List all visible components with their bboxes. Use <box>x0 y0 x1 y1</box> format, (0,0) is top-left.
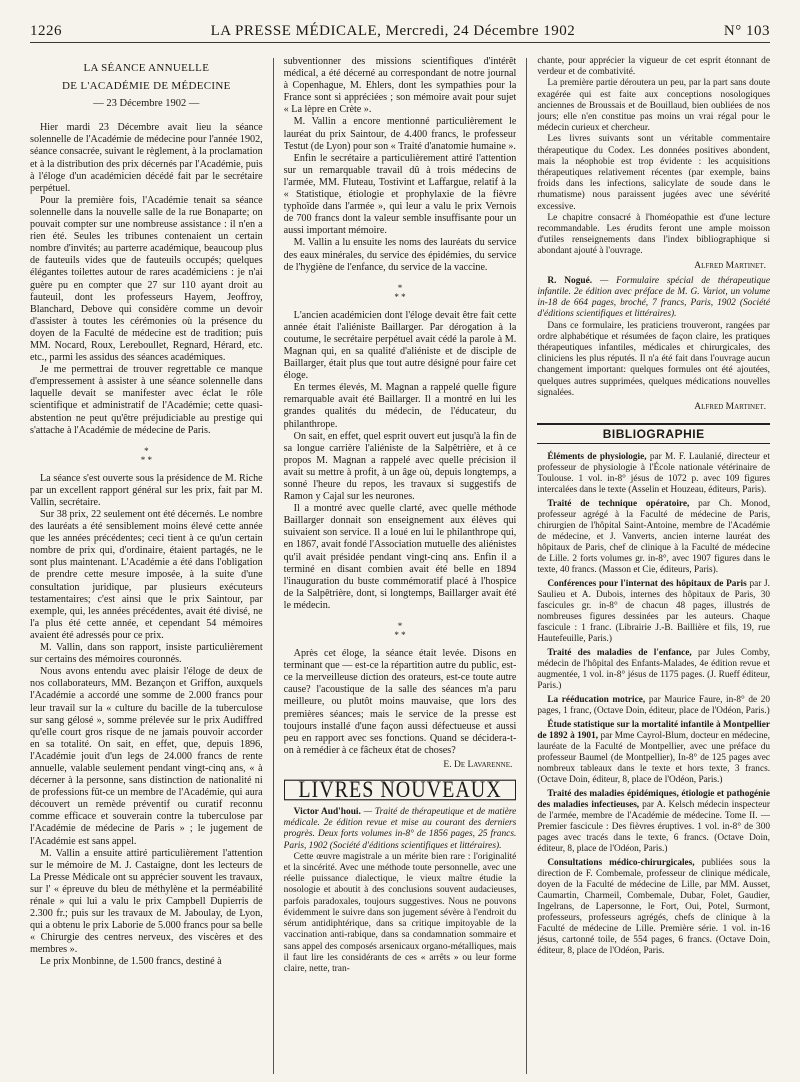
entry-text: par M. F. Laulanié, directeur et professeur de physiologie à l'École nationale vétérinaire de Toulouse. 1 vol. in-8° jésus de 1072 p. avec 109 figures intercalées dans le texte (Asselin et Houzeau, éditeurs, Paris). <box>537 452 771 496</box>
page-number: 1226 <box>30 23 62 39</box>
book-review-body: Cette œuvre magistrale a un mérite bien rare : l'originalité et la sincérité. Avec une méthode toute personnelle, avec une réelle puissance dialectique, le vieux maître étudie la nosologie et aboutit à des conclusions souvent audacieuses, parfois paradoxales, toujours suggestives. Nous ne pouvons évidemment le suivre dans son jugement sévère à l'endroit du sérum antidiphtérique, dans sa critique impitoyable de la vaccination anti-rabique, dans sa condamnation sommaire et sans appel des composés arsenicaux organo-métalliques, mais il faut lire les considérants de ces « arrêts » ou leur forme claire, nette, tran- <box>283 851 517 974</box>
columns <box>30 56 770 1074</box>
column-1 <box>30 56 263 1074</box>
paragraph: Je me permettrai de trouver regrettable ce manque d'empressement à assister à une séance solennelle dans laquelle devait se manifester avec éclat le rôle scientifique et administratif de l'Académie; cette quasi-abstention ne peut qu'être préjudiciable au prestige qui s'attache à l'Académie de médecine de Paris. <box>30 364 263 436</box>
paragraph: En termes élevés, M. Magnan a rappelé quelle figure remarquable avait été Baillarger. Il a montré en lui les grandes qualités du médecin, de l'éducateur, du philanthrope. <box>283 382 517 430</box>
bibliography-entry <box>537 789 770 855</box>
entry-title: La rééducation motrice, <box>547 695 646 706</box>
paragraph: M. Vallin, dans son rapport, insiste particulièrement sur certains des mémoires couronnés. <box>30 642 263 666</box>
paragraph: Enfin le secrétaire a particulièrement attiré l'attention sur un remarquable travail dû à trois médecins de l'armée, MM. Fluteau, Tostivint et Laffargue, relatif à la « Statistique, étiologie et prophylaxie de la fièvre typhoïde dans l'armée », qui leur a valu le prix Vernois de 700 francs dont la valeur semble insuffisante pour un aussi important mémoire. <box>283 152 517 237</box>
entry-title: Étude statistique sur la mortalité infantile à Montpellier de 1892 à 1901, <box>537 720 771 742</box>
article-title-line-1: LA SÉANCE ANNUELLE <box>83 62 210 74</box>
review-book-title: — Formulaire spécial de thérapeutique infantile. 2e édition avec préface de M. G. Variot, un volume in-18 de 664 pages, broché, 7 francs, Paris, 1902 (Société d'éditions scientifiques et littéraires). <box>537 275 771 320</box>
bibliography-entry <box>537 452 770 496</box>
book-review-heading <box>284 807 517 852</box>
entry-title: Traité des maladies épidémiques, étiologie et pathogénie des maladies infectieuses, <box>537 789 771 811</box>
entry-text: par Jules Comby, médecin de l'hôpital des Enfants-Malades, 4e édition revue et augmentée, 1 vol. in-8° jésus de 1175 pages. (J. Rueff éditeur, Paris.) <box>537 648 771 692</box>
bibliography-entry <box>537 695 770 717</box>
section-separator: * * * <box>394 621 406 641</box>
paragraph: Les livres suivants sont un véritable commentaire thérapeutique du Codex. Les données positives abondent, mais la néophobie est trop évidente : les acquisitions thérapeutiques relativement récentes (par exemple, bains froids dans les infections, salicylate de soude dans le rhumatisme) nous paraissent jugées avec une sévérité excessive. <box>537 134 771 212</box>
paragraph: chante, pour apprécier la vigueur de cet esprit étonnant de verdeur et de combativité. <box>537 56 771 78</box>
column-divider <box>526 58 527 1074</box>
review-book-title: — Traité de thérapeutique et de matière médicale. 2e édition revue et mise au courant des derniers progrès. Deux forts volumes in-8° de 1856 pages, 25 francs. Paris, 1902 (Société d'éditions scientifiques et littéraires). <box>283 807 517 851</box>
entry-text: par Maurice Faure, in-8° de 20 pages, 1 franc, (Octave Doin, éditeur, place de l'Odéon, Paris.) <box>537 695 771 717</box>
paragraph: Il a montré avec quelle clarté, avec quelle méthode Baillarger donnait son enseignement aux élèves qui suivaient son service. Il a loué en lui le philanthrope qui, en 1867, avait fondé l'Association mutuelle des aliénistes qu'il avait présidée pendant vingt-cinq ans. Enfin il a terminé en disant combien avait été belle en 1894 l'inauguration du buste commémoratif placé à l'hospice de la Salpêtrière, dont, si longtemps, Baillarger avait été le médecin. <box>283 503 517 611</box>
bibliography-entry <box>537 579 770 645</box>
section-title-bibliographie: BIBLIOGRAPHIE <box>537 423 770 444</box>
paragraph: Dans ce formulaire, les praticiens trouveront, rangées par ordre alphabétique et résumées de façon claire, les pratiques thérapeutiques infantiles, médicales et chirurgicales, des cliniciens les plus réputés. Il n'a été fait dans l'ouvrage aucun changement important: quelques formules ont été ajoutées, quelques autres supprimées, quelques médications nouvelles signalées. <box>537 320 771 398</box>
column-divider <box>273 58 274 1074</box>
paragraph: M. Vallin a lu ensuite les noms des lauréats du service des eaux minérales, du service des épidémies, du service de l'hygiène de l'enfance, du service de la vaccine. <box>283 237 517 273</box>
entry-title: Traité des maladies de l'enfance, <box>547 648 692 659</box>
newspaper-title: LA PRESSE MÉDICALE, Mercredi, 24 Décembre 1902 <box>210 23 576 39</box>
issue-number: N° 103 <box>723 23 770 39</box>
entry-title: Traité de technique opératoire, <box>547 499 690 510</box>
author-signature: E. De Lavarenne. <box>443 759 513 770</box>
bibliography-entry <box>537 648 770 692</box>
column-3 <box>537 56 770 1074</box>
entry-text: par Mme Cayrol-Blum, docteur en médecine, lauréate de la Faculté de Montpellier, avec une préface du professeur Baumel (de Montpellier), In-8° de 125 pages avec nombreux tableaux dans le texte et hors texte, 3 francs. (Octave Doin, éditeur, 8, place de l'Odéon, Paris.) <box>537 731 771 786</box>
bibliography-entry <box>537 858 770 957</box>
paragraph: M. Vallin a encore mentionné particulièrement le lauréat du prix Saintour, de 4.400 francs, le professeur Testut (de Lyon) pour son « Traité d'anatomie humaine ». <box>283 116 517 152</box>
paragraph: subventionner des missions scientifiques d'intérêt médical, a été décerné au correspondant de notre journal à Copenhague, M. Ehlers, dont les sympathies pour la France sont si appréciées ; son mémoire avait pour sujet « La lèpre en Crète ». <box>283 56 517 116</box>
bibliography-entry <box>537 499 770 576</box>
entry-title: Consultations médico-chirurgicales, <box>547 858 695 869</box>
article-date: — 23 Décembre 1902 — <box>93 98 200 110</box>
review-signature: Alfred Martinet. <box>694 401 767 412</box>
review-signature: Alfred Martinet. <box>694 260 767 271</box>
entry-text: par J. Saulieu et A. Dubois, internes des hôpitaux de Paris, 30 fascicules gr. in-8° de chacun 48 pages, illustrés de nombreuses figures dessinées par les auteurs. Chaque fascicule : 1 franc. (Librairie J.-B. Baillière et fils, 19, rue Hautefeuille, Paris.) <box>537 579 771 645</box>
entry-text: par Ch. Monod, professeur agrégé à la Faculté de médecine de Paris, chirurgien de l'hôpital Saint-Antoine, membre de l'Académie de médecine, et J. Vanverts, ancien interne lauréat des hôpitaux de Paris, chef de clinique à la Faculté de médecine de Lille. 2 forts volumes gr. in-8°, avec 1907 figures dans le texte, 40 francs. (Masson et Cie, éditeurs, Paris). <box>537 499 771 576</box>
section-title-livres-nouveaux: LIVRES NOUVEAUX <box>284 780 517 801</box>
paragraph: La première partie déroutera un peu, par la part sans doute exagérée qui est faite aux conceptions nosologiques anciennes de Broussais et de Bouillaud, bien oubliées de nos jours; elle n'en constitue pas moins un vrai régal pour le médecin curieux et chercheur. <box>537 78 771 134</box>
paragraph: La séance s'est ouverte sous la présidence de M. Riche par un excellent rapport général sur les prix, fait par M. Vallin, secrétaire. <box>30 472 263 508</box>
paragraph: On sait, en effet, quel esprit ouvert eut jusqu'à la fin de sa longue carrière l'aliéniste de la Salpêtrière, et à ce propos M. Magnan a rappelé avec quelle précision il avait su mettre à profit, à un âge où, depuis longtemps, a sonné l'heure du repos, les travaux si suggestifs de Ramon y Cajal sur les neurones. <box>283 430 517 503</box>
paragraph: Hier mardi 23 Décembre avait lieu la séance solennelle de l'Académie de médecine pour l'année 1902, séance consacrée, suivant le règlement, à la proclamation et à la distribution des prix décernés par l'Académie, puis à l'éloge d'un académicien décédé fait par le secrétaire perpétuel. <box>30 122 263 194</box>
entry-text: publiées sous la direction de F. Combemale, professeur de clinique médicale, doyen de la Faculté de médecine de Lille, par MM. Ausset, Caumartin, Charmeil, Combemale, Dubar, Folet, Gaudier, Ingelrans, de Lapersonne, le Fort, Oui, Potel, Surmont, professeurs, professeurs agrégés, chefs de clinique à la Faculté de médecine de Lille. Première série. 1 vol. in-16 jésus, cartonné toile, de 554 pages, 6 francs. (Octave Doin, éditeur, 8, place de l'Odéon, Paris. <box>537 858 771 957</box>
paragraph: L'ancien académicien dont l'éloge devait être fait cette année était l'aliéniste Baillarger. Par dérogation à la coutume, le secrétaire perpétuel avait cédé la parole à M. Magnan qui, en sa qualité d'aliéniste et de disciple de Baillarger, était plus que tout autre désigné pour faire cet éloge. <box>283 309 517 382</box>
section-separator: * * * <box>140 445 152 465</box>
review-author: Victor Aud'houi. <box>293 807 361 818</box>
paragraph: Le chapitre consacré à l'homéopathie est d'une lecture recommandable. Les érudits feront une ample moisson d'utiles renseignements dans l'index bibliographique si abondant ajouté à l'ouvrage. <box>537 212 771 257</box>
article-title-line-2: DE L'ACADÉMIE DE MÉDECINE <box>62 80 231 93</box>
paragraph: M. Vallin a ensuite attiré particulièrement l'attention sur le mémoire de M. J. Castaigne, dont les lecteurs de La Presse Médicale ont su apprécier souvent les travaux, sur l' « épreuve du bleu de méthylène et la perméabilité rénale » qui lui a valu le prix Campbell Dupierris de 2.300 fr.; puis sur les travaux de M. Jaboulay, de Lyon, qui a obtenu le prix Laborie de 5.000 francs pour sa belle « Chirurgie des centres nerveux, des viscères et des membres ». <box>30 847 263 956</box>
paragraph: Pour la première fois, l'Académie tenait sa séance solennelle dans la nouvelle salle de la rue Bonaparte; on pouvait compter sur une nombreuse assistance : il n'en a rien été. Seules les tribunes contenaient un certain nombre d'invités; au parterre académique, beaucoup plus de fauteuils vides que de fauteuils occupés; quelques élégantes toilettes autour de rares académiciens : je n'ai guère pu en compter que 27 sur 110 ayant droit au fauteuil, dont les professeurs Hayem, Jeoffroy, Blanchard, Debove qui considère comme un devoir d'assister à toutes les cérémonies où la présence du doyen de la Faculté de médecine est de tradition; puis MM. Nocard, Roux, Lereboullet, Regnard, Hérard, etc. etc., parmi les assidus des séances académiques. <box>30 194 263 364</box>
bibliography-entry <box>537 720 770 786</box>
paragraph: Sur 38 prix, 22 seulement ont été décernés. Le nombre des lauréats a été sensiblement moins élevé cette année que les années précédentes; ceci tient à ce qu'un certain nombre de prix qui, d'ordinaire, étaient partagés, ne le sont plus maintenant. L'Académie a été dans l'obligation de prendre cette mesure imposée, à la suite d'une consultation juridique, par plusieurs exécuteurs testamentaires; c'est ainsi que le prix Saintour, par exemple, qui, les années précédentes, avait été divisé, ne l'a plus été cette année, et cependant 54 mémoires avaient été adressés pour ce prix. <box>30 509 263 641</box>
section-separator: * * * <box>394 282 406 302</box>
review-author: R. Nogué. <box>547 275 593 286</box>
paragraph: Après cet éloge, la séance était levée. Disons en terminant que — est-ce la répartition autre du public, est-ce la merveilleuse diction des orateurs, est-ce toute autre cause? l'acoustique de la salle des séances m'a paru meilleure, ou plutôt moins mauvaise, que lors des premières séances; mais le service de la presse est toujours installé d'une façon aussi défectueuse et aussi peu en rapport avec ses fonctions. Quand se décidera-t-on à remédier à ce fâcheux état de choses? <box>283 648 517 756</box>
book-review-heading <box>537 276 770 321</box>
paragraph: Nous avons entendu avec plaisir l'éloge de deux de nos collaborateurs, MM. Bezançon et Griffon, auxquels l'Académie a accordé une somme de 2.000 francs pour leur travail sur la « culture du bacille de la tuberculose sur sang gélosé », somme prélevée sur le prix Audiffred qu'elle court gros risque de ne jamais pouvoir accorder en sa totalité. On sait, en effet, que, depuis 1896, l'Académie jouit d'un legs de 24.000 francs de rente annuelle, valable seulement pendant vingt-cinq ans, « à décerner à la personne, sans distinction de nationalité ni de professions fût-ce un membre de l'Académie, qui aura découvert un remède préventif ou curatif reconnu comme efficace et souverain contre la tuberculose par l'Académie de médecine de Paris » ; le jugement de l'Académie est sans appel. <box>30 666 263 847</box>
entry-title: Conférences pour l'internat des hôpitaux de Paris <box>547 579 747 590</box>
column-2 <box>284 56 517 1074</box>
entry-title: Éléments de physiologie, <box>547 452 647 463</box>
entry-text: par A. Kelsch médecin inspecteur de l'armée, membre de l'Académie de médecine. Tome II. — Premier fascicule : Des fièvres éruptives. 1 vol. in-8° de 300 pages avec tracés dans le texte, 6 francs. (Octave Doin, éditeur, 8, place de l'Odéon, Paris.) <box>537 800 771 855</box>
page-header <box>30 18 770 43</box>
paragraph: Le prix Monbinne, de 1.500 francs, destiné à <box>40 956 222 968</box>
